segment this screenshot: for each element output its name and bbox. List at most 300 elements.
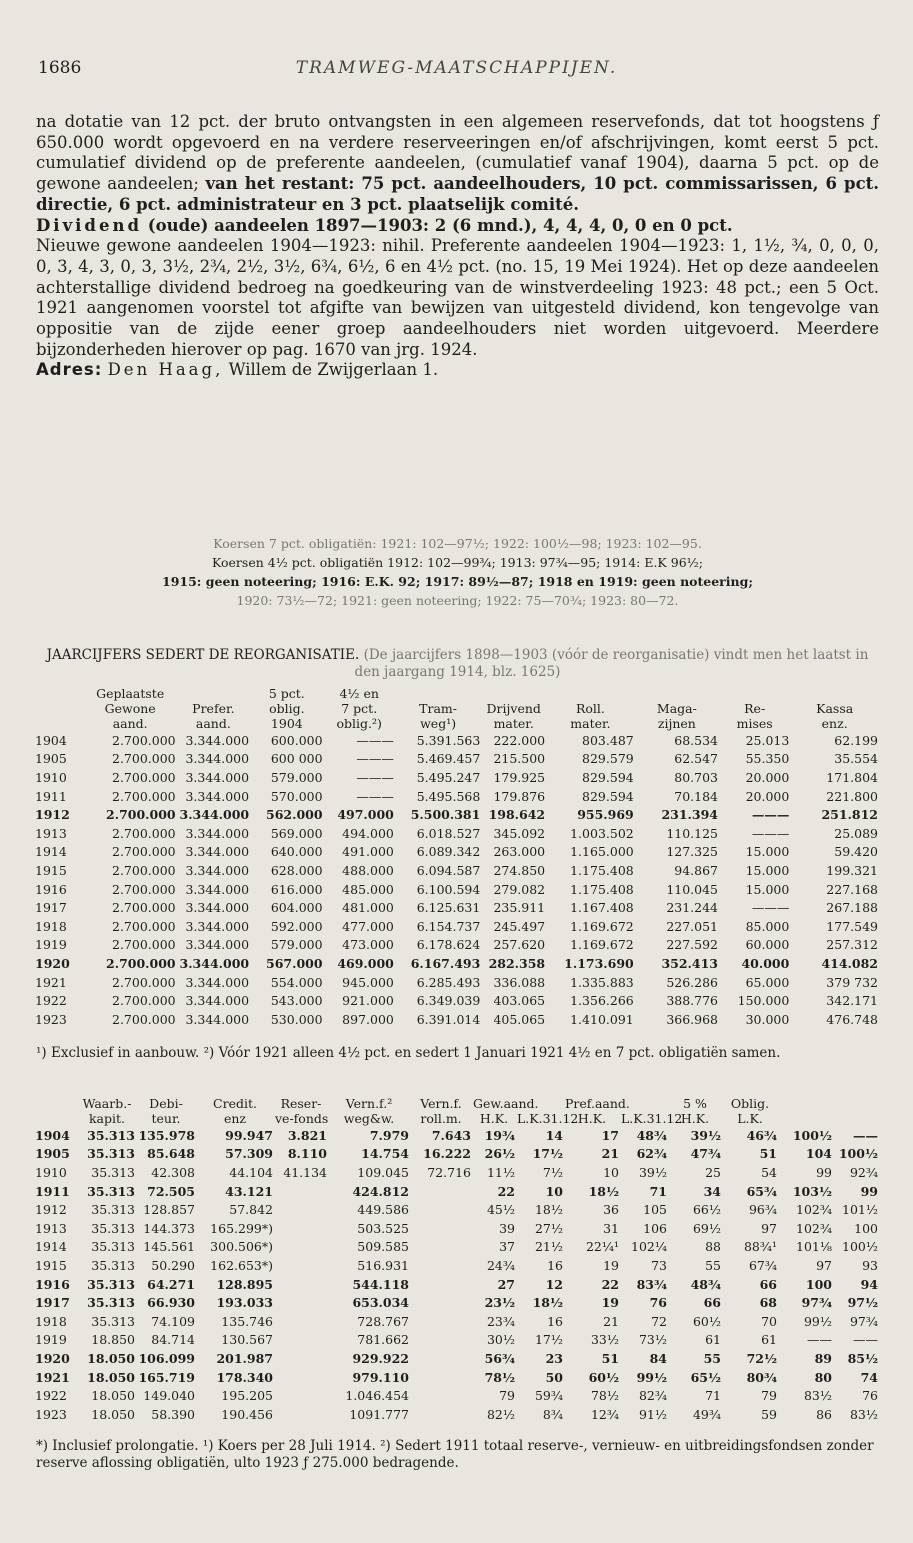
value-cell: 30½ — [486, 1332, 515, 1348]
value-cell: 72.716 — [427, 1164, 471, 1180]
header-cell: 7 pct. — [341, 701, 378, 716]
table-row — [34, 1126, 879, 1145]
value-cell: 21½ — [534, 1239, 563, 1255]
header-cell: Waarb.- — [82, 1096, 132, 1111]
value-cell: 3.344.000 — [185, 974, 250, 990]
value-cell: 145.561 — [143, 1239, 195, 1255]
value-cell: 74 — [860, 1369, 878, 1385]
value-cell: 55 — [703, 1350, 721, 1366]
value-cell: 231.394 — [661, 807, 719, 823]
value-cell: 102¾ — [796, 1202, 832, 1218]
value-cell: 85½ — [847, 1350, 878, 1366]
value-cell: 22¼¹ — [585, 1239, 619, 1255]
value-cell — [274, 1219, 328, 1238]
value-cell: 50.290 — [151, 1257, 195, 1273]
table-row — [34, 991, 879, 1010]
value-cell: 279.082 — [493, 881, 546, 897]
value-cell: 65.000 — [745, 974, 790, 990]
value-cell: 18.050 — [87, 1369, 135, 1385]
value-cell: 2.700.000 — [112, 974, 176, 990]
value-cell — [410, 1349, 472, 1368]
value-cell: 41.134 — [283, 1164, 327, 1180]
header-cell: 1904 — [270, 716, 303, 731]
value-cell: 473.000 — [342, 937, 394, 953]
value-cell: 83½ — [803, 1388, 832, 1404]
year-cell: 1917 — [35, 1295, 70, 1311]
value-cell: 3.344.000 — [185, 881, 250, 897]
value-cell: 56¾ — [484, 1350, 515, 1366]
value-cell: 497.000 — [337, 807, 394, 823]
value-cell: 18.850 — [91, 1332, 135, 1348]
value-cell: 201.987 — [216, 1350, 273, 1366]
value-cell: 526.286 — [666, 974, 719, 990]
value-cell: 99.947 — [225, 1127, 273, 1143]
value-cell: 1.167.408 — [570, 900, 634, 916]
header-cell: Vern.f.² — [345, 1096, 393, 1111]
value-cell: 2.700.000 — [106, 807, 176, 823]
value-cell: 5.495.247 — [416, 769, 481, 785]
value-cell: 165.719 — [138, 1369, 195, 1385]
value-cell: 39 — [499, 1220, 515, 1236]
address-label: Adres: — [36, 360, 103, 380]
value-cell: 61 — [761, 1332, 777, 1348]
koersen-block — [36, 534, 879, 610]
value-cell: 135.746 — [221, 1313, 273, 1329]
value-cell: 24¾ — [486, 1257, 515, 1273]
value-cell: 1.173.690 — [564, 955, 634, 971]
value-cell: 1.410.091 — [570, 1011, 634, 1027]
value-cell — [410, 1331, 472, 1350]
value-cell: 604.000 — [270, 900, 323, 916]
value-cell: 97 — [816, 1257, 832, 1273]
value-cell: 97¾ — [849, 1313, 878, 1329]
value-cell: 1091.777 — [349, 1406, 409, 1422]
value-cell: 88 — [705, 1239, 721, 1255]
value-cell: 803.487 — [582, 732, 634, 748]
value-cell: 66 — [703, 1295, 721, 1311]
value-cell: 27 — [497, 1276, 515, 1292]
value-cell: 127.325 — [666, 844, 719, 860]
value-cell: 80.703 — [674, 769, 719, 785]
value-cell: 2.700.000 — [112, 993, 176, 1009]
address-street: Willem de Zwijgerlaan 1. — [228, 360, 439, 380]
value-cell: 84.714 — [151, 1332, 195, 1348]
year-cell: 1922 — [35, 993, 67, 1009]
value-cell: 245.497 — [493, 918, 546, 934]
year-cell: 1914 — [35, 844, 67, 860]
value-cell: 15.000 — [745, 881, 790, 897]
value-cell: 39½ — [690, 1127, 721, 1143]
value-cell — [410, 1312, 472, 1331]
year-cell: 1911 — [35, 788, 67, 804]
value-cell: 2.700.000 — [112, 751, 176, 767]
value-cell: 3.344.000 — [179, 955, 250, 971]
header-cell: mises — [736, 716, 773, 731]
value-cell: 215.500 — [493, 751, 546, 767]
value-cell — [274, 1349, 328, 1368]
value-cell: 59 — [761, 1406, 777, 1422]
value-cell: 128.857 — [143, 1202, 195, 1218]
value-cell: 171.804 — [826, 769, 878, 785]
value-cell: 1.003.502 — [570, 825, 634, 841]
value-cell: 35.313 — [91, 1239, 135, 1255]
header-cell: L.K.31.12 — [621, 1111, 683, 1126]
value-cell: 6.391.014 — [416, 1011, 481, 1027]
value-cell: 592.000 — [270, 918, 323, 934]
value-cell: 491.000 — [342, 844, 394, 860]
value-cell: 34 — [703, 1183, 721, 1199]
value-cell: 74.109 — [151, 1313, 195, 1329]
header-cell — [395, 686, 481, 701]
value-cell — [274, 1331, 328, 1350]
value-cell: 8.110 — [287, 1146, 327, 1162]
value-cell: 979.110 — [352, 1369, 409, 1385]
table-row — [34, 1219, 879, 1238]
value-cell: 99½ — [803, 1313, 832, 1329]
koersen-4-5pct: Koersen 4½ pct. obligatiën 1912: 102—99¾; 1913: 97¾—95; 1914: E.K 96½; — [212, 555, 703, 570]
header-cell: aand. — [195, 716, 231, 731]
value-cell: 2.700.000 — [112, 788, 176, 804]
header-cell: aand. — [112, 716, 148, 731]
value-cell: 71 — [649, 1183, 667, 1199]
value-cell — [410, 1368, 472, 1387]
value-cell: 17½ — [534, 1332, 563, 1348]
value-cell: 17½ — [532, 1146, 563, 1162]
value-cell: 424.812 — [352, 1183, 409, 1199]
year-cell: 1912 — [35, 1202, 67, 1218]
value-cell: 16.222 — [423, 1146, 471, 1162]
value-cell: 64.271 — [147, 1276, 195, 1292]
header-cell: kapit. — [88, 1111, 126, 1126]
value-cell: 40.000 — [741, 955, 790, 971]
value-cell: 68.534 — [674, 732, 719, 748]
value-cell: 227.168 — [826, 881, 878, 897]
value-cell: 35.313 — [87, 1127, 135, 1143]
value-cell — [410, 1200, 472, 1219]
value-cell: 22 — [601, 1276, 619, 1292]
table-row — [34, 861, 879, 880]
value-cell: 829.594 — [582, 788, 634, 804]
value-cell: 86 — [816, 1406, 832, 1422]
value-cell: 102¼ — [631, 1239, 667, 1255]
value-cell: 5.469.457 — [416, 751, 481, 767]
value-cell: 36 — [603, 1202, 619, 1218]
year-cell: 1917 — [35, 900, 67, 916]
value-cell: 18.050 — [91, 1406, 135, 1422]
value-cell: 85.000 — [745, 918, 790, 934]
header-cell: mater. — [493, 716, 534, 731]
header-cell: 5 % — [683, 1096, 707, 1111]
value-cell: 544.118 — [352, 1276, 409, 1292]
value-cell: 554.000 — [270, 974, 323, 990]
value-cell: 94 — [860, 1276, 878, 1292]
header-cell: weg¹) — [420, 716, 457, 731]
value-cell: 494.000 — [342, 825, 394, 841]
value-cell: 94.867 — [674, 862, 719, 878]
value-cell — [410, 1182, 472, 1201]
value-cell: 23 — [545, 1350, 563, 1366]
header-cell: Roll. — [575, 701, 605, 716]
value-cell: 2.700.000 — [112, 937, 176, 953]
table-header-row — [34, 1096, 879, 1111]
value-cell: 1.356.266 — [570, 993, 634, 1009]
value-cell — [274, 1182, 328, 1201]
value-cell: 227.592 — [666, 937, 719, 953]
value-cell: 110.125 — [666, 825, 719, 841]
value-cell: 405.065 — [493, 1011, 546, 1027]
value-cell: 35.554 — [834, 751, 878, 767]
year-cell: 1920 — [35, 1350, 70, 1366]
value-cell: 128.895 — [216, 1276, 273, 1292]
value-cell: 897.000 — [342, 1011, 394, 1027]
year-cell: 1923 — [35, 1011, 67, 1027]
header-cell: Maga- — [656, 701, 697, 716]
value-cell: 84 — [649, 1350, 667, 1366]
table-row — [34, 768, 879, 787]
value-cell: 562.000 — [266, 807, 323, 823]
value-cell: 57.309 — [225, 1146, 273, 1162]
table-row — [34, 1312, 879, 1331]
value-cell: 449.586 — [357, 1202, 409, 1218]
value-cell: 3.344.000 — [185, 788, 250, 804]
value-cell: 366.968 — [666, 1011, 719, 1027]
value-cell: 55.350 — [745, 751, 790, 767]
value-cell: ——— — [356, 751, 394, 767]
value-cell: 69½ — [692, 1220, 721, 1236]
value-cell: 945.000 — [342, 974, 394, 990]
value-cell: 83¾ — [636, 1276, 667, 1292]
value-cell: 2.700.000 — [112, 769, 176, 785]
year-cell: 1910 — [35, 769, 67, 785]
value-cell: 3.344.000 — [185, 937, 250, 953]
value-cell: 20.000 — [745, 769, 790, 785]
value-cell: 14.754 — [361, 1146, 409, 1162]
value-cell: 25.013 — [745, 732, 790, 748]
value-cell: 476.748 — [826, 1011, 878, 1027]
value-cell: 100½ — [792, 1127, 832, 1143]
section-heading — [36, 647, 879, 681]
value-cell: 60½ — [588, 1369, 619, 1385]
value-cell — [274, 1405, 328, 1424]
table-row — [34, 1386, 879, 1405]
value-cell: 543.000 — [270, 993, 323, 1009]
value-cell: 530.000 — [270, 1011, 323, 1027]
value-cell: 100 — [854, 1220, 878, 1236]
value-cell: 929.922 — [352, 1350, 409, 1366]
value-cell: 50 — [545, 1369, 563, 1385]
value-cell: 85.648 — [147, 1146, 195, 1162]
value-cell: 150.000 — [737, 993, 790, 1009]
value-cell: 16 — [547, 1257, 563, 1273]
value-cell: 25.089 — [834, 825, 878, 841]
value-cell: 25 — [705, 1164, 721, 1180]
header-cell: H.K. — [577, 1111, 607, 1126]
value-cell: 6.018.527 — [416, 825, 481, 841]
value-cell: 47¾ — [690, 1146, 721, 1162]
value-cell: 2.700.000 — [112, 918, 176, 934]
header-cell: weg&w. — [343, 1111, 395, 1126]
table-row — [34, 917, 879, 936]
value-cell: 567.000 — [266, 955, 323, 971]
value-cell: 165.299*) — [210, 1220, 273, 1236]
year-cell: 1912 — [35, 807, 70, 823]
value-cell: 72½ — [746, 1350, 777, 1366]
value-cell: 12 — [545, 1276, 563, 1292]
body-text — [36, 112, 879, 381]
value-cell: 579.000 — [270, 937, 323, 953]
header-cell: L.K. — [737, 1111, 763, 1126]
value-cell: 6.100.594 — [416, 881, 481, 897]
value-cell — [410, 1219, 472, 1238]
value-cell: 130.567 — [221, 1332, 273, 1348]
value-cell: 616.000 — [270, 881, 323, 897]
value-cell — [410, 1405, 472, 1424]
value-cell: 105 — [643, 1202, 667, 1218]
table-row — [34, 880, 879, 899]
value-cell: 55 — [705, 1257, 721, 1273]
value-cell: 102¾ — [796, 1220, 832, 1236]
value-cell: 477.000 — [342, 918, 394, 934]
value-cell: 653.034 — [352, 1295, 409, 1311]
value-cell: 503.525 — [357, 1220, 409, 1236]
value-cell: 2.700.000 — [112, 1011, 176, 1027]
value-cell: 72 — [651, 1313, 667, 1329]
value-cell: 199.321 — [826, 862, 878, 878]
value-cell: 66 — [759, 1276, 777, 1292]
value-cell: 178.340 — [216, 1369, 273, 1385]
year-cell: 1918 — [35, 918, 67, 934]
header-cell: Prefer. — [192, 701, 235, 716]
year-cell: 1905 — [35, 751, 67, 767]
header-cell: Vern.f. — [420, 1096, 462, 1111]
value-cell: 19 — [603, 1257, 619, 1273]
table-row — [34, 731, 879, 750]
value-cell: 2.700.000 — [112, 862, 176, 878]
year-cell: 1919 — [35, 1332, 67, 1348]
profit-paragraph — [36, 112, 879, 216]
value-cell: 16 — [547, 1313, 563, 1329]
year-cell: 1904 — [35, 1127, 70, 1143]
koersen-1920-1923: 1920: 73½—72; 1921: geen noteering; 1922: 75—70¾; 1923: 80—72. — [236, 593, 679, 608]
value-cell: 66.930 — [147, 1295, 195, 1311]
value-cell: 45½ — [486, 1202, 515, 1218]
value-cell: 829.579 — [582, 751, 634, 767]
value-cell: 2.700.000 — [112, 844, 176, 860]
value-cell: 488.000 — [342, 862, 394, 878]
table2-footnote: *) Inclusief prolongatie. ¹) Koers per 28 Juli 1914. ²) Sedert 1911 totaal reserve-, vernieuw- en uitbreidingsfondsen zonder reserve aflossing obligatiën, ulto 1923 ƒ 275.000 bedragende. — [36, 1438, 874, 1471]
value-cell: 35.313 — [87, 1276, 135, 1292]
value-cell: 80 — [814, 1369, 832, 1385]
value-cell: 44.104 — [229, 1164, 273, 1180]
header-cell — [34, 701, 84, 716]
header-cell: enz. — [821, 716, 848, 731]
profit-distribution: van het restant: 75 pct. aandeelhouders, 10 pct. commissarissen, 6 pct. directie, 6 pct. administrateur en 3 pct. plaatselijk comité. — [36, 174, 880, 214]
section-title: JAARCIJFERS SEDERT DE REORGANISATIE. — [46, 647, 360, 663]
value-cell: 62¾ — [636, 1146, 667, 1162]
value-cell: 73 — [651, 1257, 667, 1273]
year-cell: 1913 — [35, 1220, 67, 1236]
value-cell: 5.500.381 — [410, 807, 481, 823]
value-cell: 59¾ — [534, 1388, 563, 1404]
value-cell: 569.000 — [270, 825, 323, 841]
value-cell: 100½ — [842, 1239, 878, 1255]
value-cell: 18½ — [588, 1183, 619, 1199]
value-cell: 97 — [761, 1220, 777, 1236]
value-cell: 600.000 — [270, 732, 323, 748]
header-cell — [34, 1111, 78, 1126]
value-cell: 11½ — [486, 1164, 515, 1180]
value-cell: 15.000 — [745, 844, 790, 860]
header-cell: Gewone — [104, 701, 156, 716]
koersen-7pct: Koersen 7 pct. obligatiën: 1921: 102—97½; 1922: 100½—98; 1923: 102—95. — [213, 536, 702, 551]
value-cell: 257.620 — [493, 937, 546, 953]
value-cell: 829.594 — [582, 769, 634, 785]
value-cell: 83½ — [849, 1406, 878, 1422]
table-row — [34, 1238, 879, 1257]
value-cell: 35.313 — [91, 1313, 135, 1329]
value-cell — [274, 1368, 328, 1387]
value-cell: 336.088 — [493, 974, 546, 990]
value-cell: 101⅛ — [796, 1239, 832, 1255]
table-row — [34, 954, 879, 973]
table-row — [34, 1405, 879, 1424]
value-cell: 18.050 — [91, 1388, 135, 1404]
value-cell: 6.094.587 — [416, 862, 481, 878]
page-number: 1686 — [38, 58, 82, 78]
table-row — [34, 805, 879, 824]
header-cell: mater. — [570, 716, 611, 731]
value-cell: —— — [853, 1127, 878, 1143]
value-cell: 51 — [759, 1146, 777, 1162]
year-cell: 1921 — [35, 1369, 70, 1385]
year-cell: 1905 — [35, 1146, 70, 1162]
value-cell: 57.842 — [229, 1202, 273, 1218]
value-cell: 8¾ — [542, 1406, 563, 1422]
value-cell: 35.313 — [91, 1164, 135, 1180]
value-cell: 92¾ — [849, 1164, 878, 1180]
value-cell: 193.033 — [216, 1295, 273, 1311]
value-cell: 1.046.454 — [345, 1388, 409, 1404]
value-cell: 179.876 — [493, 788, 546, 804]
section-note: (De jaarcijfers 1898—1903 (vóór de reorganisatie) vindt men het laatst in den jaargang 1914, blz. 1625) — [354, 647, 869, 680]
header-cell — [790, 686, 879, 701]
value-cell: 37 — [499, 1239, 515, 1255]
year-cell: 1923 — [35, 1406, 67, 1422]
year-cell: 1922 — [35, 1388, 67, 1404]
value-cell: 99 — [860, 1183, 878, 1199]
value-cell: 221.800 — [826, 788, 878, 804]
value-cell: 144.373 — [143, 1220, 195, 1236]
value-cell — [274, 1200, 328, 1219]
value-cell: 1.335.883 — [570, 974, 634, 990]
value-cell: 100 — [805, 1276, 832, 1292]
table-header-row — [34, 1111, 879, 1126]
header-cell — [34, 1096, 78, 1111]
value-cell: 89 — [814, 1350, 832, 1366]
value-cell: 179.925 — [493, 769, 546, 785]
value-cell: 10 — [603, 1164, 619, 1180]
dividend-label: Dividend — [36, 215, 143, 235]
value-cell: 728.767 — [357, 1313, 409, 1329]
value-cell: 76 — [649, 1295, 667, 1311]
value-cell: 54 — [761, 1164, 777, 1180]
address-line — [36, 360, 879, 381]
value-cell — [274, 1238, 328, 1257]
value-cell: 106 — [643, 1220, 667, 1236]
table-row — [34, 1331, 879, 1350]
value-cell: 1.175.408 — [570, 862, 634, 878]
value-cell: 300.506*) — [210, 1239, 273, 1255]
